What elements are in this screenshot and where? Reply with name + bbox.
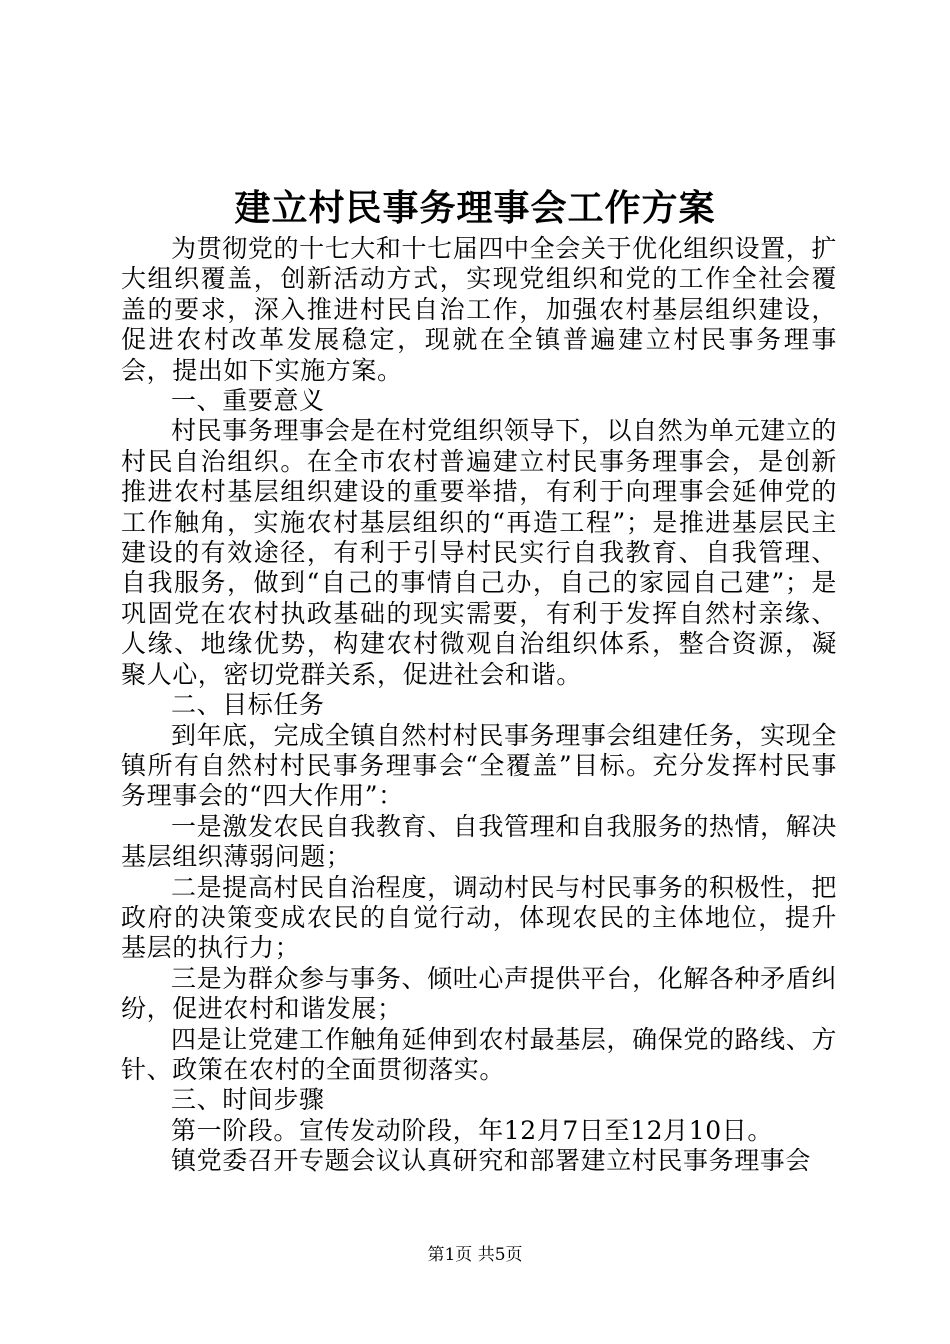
stage-one-line: 第一阶段。宣传发动阶段，年12月7日至12月10日。 <box>171 1115 773 1145</box>
section-heading-significance: 一、重要意义 <box>171 386 325 416</box>
significance-paragraph: 村民事务理事会是在村党组织领导下，以自然为单元建立的村民自治组织。在全市农村普遍建立村民事务理事会，是创新推进农村基层组织建设的重要举措，有利于向理事会延伸党的工作触角，实施农村基层组织的“再造工程”；是推进基层民主建设的有效途径，有利于引导村民实行自我教育、自我管理、自我服务，做到“自己的事情自己办，自己的家园自己建”；是巩固党在农村执政基础的现实需要，有利于发挥自然村亲缘、人缘、地缘优势，构建农村微观自治组织体系，整合资源，凝聚人心，密切党群关系，促进社会和谐。 <box>121 416 837 689</box>
document-body <box>121 234 837 1177</box>
intro-paragraph: 为贯彻党的十七大和十七届四中全会关于优化组织设置，扩大组织覆盖，创新活动方式，实现党组织和党的工作全社会覆盖的要求，深入推进村民自治工作，加强农村基层组织建设，促进农村改革发展稳定，现就在全镇普遍建立村民事务理事会，提出如下实施方案。 <box>121 234 837 385</box>
stage-one-body: 镇党委召开专题会议认真研究和部署建立村民事务理事会 <box>171 1146 812 1176</box>
section-heading-timeline: 三、时间步骤 <box>171 1085 325 1115</box>
goal-item-2: 二是提高村民自治程度，调动村民与村民事务的积极性，把政府的决策变成农民的自觉行动，体现农民的主体地位，提升基层的执行力； <box>121 872 837 963</box>
goal-item-3: 三是为群众参与事务、倾吐心声提供平台，化解各种矛盾纠纷，促进农村和谐发展； <box>121 963 837 1024</box>
goal-item-1: 一是激发农民自我教育、自我管理和自我服务的热情，解决基层组织薄弱问题； <box>121 811 837 872</box>
document-title: 建立村民事务理事会工作方案 <box>234 187 716 229</box>
goal-item-4: 四是让党建工作触角延伸到农村最基层，确保党的路线、方针、政策在农村的全面贯彻落实。 <box>121 1024 837 1084</box>
section-heading-goals: 二、目标任务 <box>171 690 325 720</box>
page-number: 第1页 共5页 <box>427 1245 523 1265</box>
goals-paragraph: 到年底，完成全镇自然村村民事务理事会组建任务，实现全镇所有自然村村民事务理事会“全覆盖”目标。充分发挥村民事务理事会的“四大作用”： <box>121 720 837 811</box>
